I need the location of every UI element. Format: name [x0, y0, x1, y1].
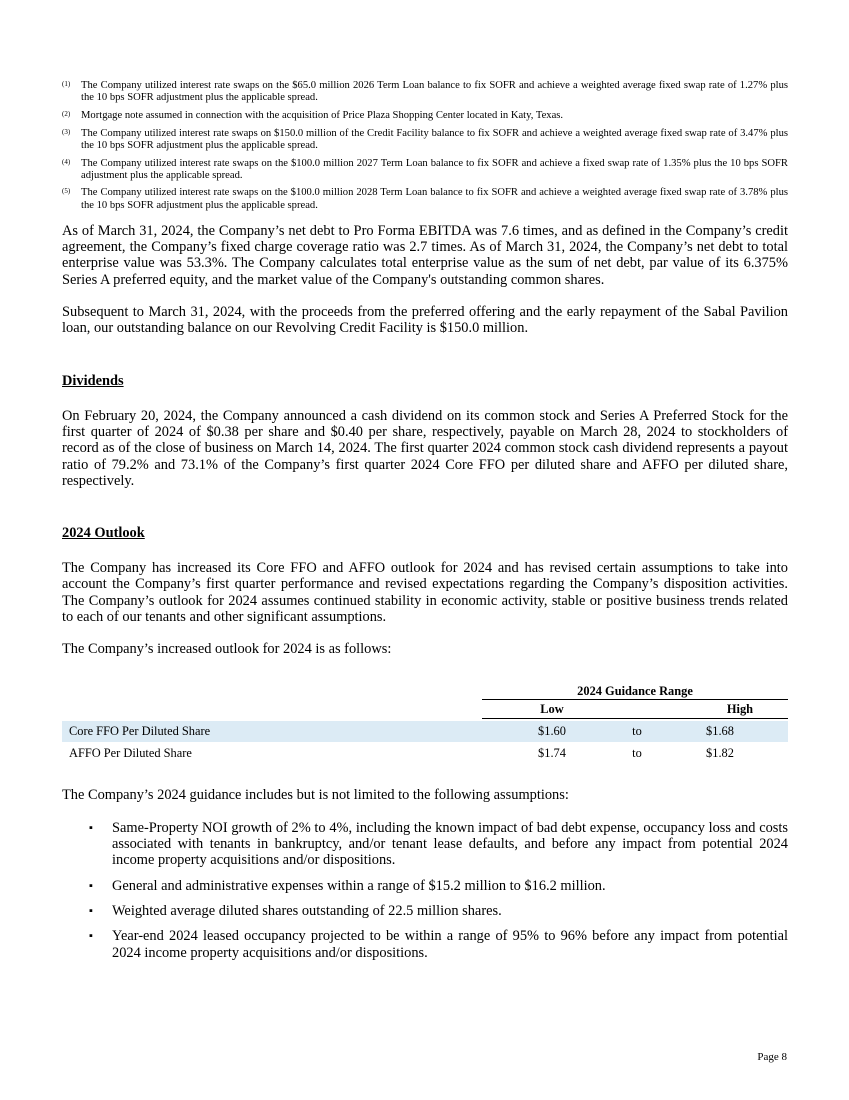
footnote-marker: (2)	[62, 109, 71, 118]
footnote-marker: (1)	[62, 80, 71, 88]
table-row	[62, 743, 788, 764]
footnote-marker: (5)	[62, 187, 71, 196]
footnote-text: The Company utilized interest rate swaps on the $100.0 million 2028 Term Loan balance to fix SOFR and achieve a weighted average fixed swap rate of 3.78% plus the 10 bps SOFR adjustment plus the applicable spread.	[81, 187, 788, 211]
table-row	[62, 721, 788, 742]
list-item-text: Same-Property NOI growth of 2% to 4%, including the known impact of bad debt expense, occupancy loss and costs associated with tenants in bankruptcy, and/or tenant lease defaults, and before any impact from potential 2024 income property acquisitions and/or dispositions.	[112, 819, 788, 869]
low-value: $1.60	[538, 723, 566, 738]
footnote-text: The Company utilized interest rate swaps on the $65.0 million 2026 Term Loan balance to fix SOFR and achieve a weighted average fixed swap rate of 1.27% plus the 10 bps SOFR adjustment plus the applicable spread.	[81, 80, 788, 104]
dividends-paragraph: On February 20, 2024, the Company announced a cash dividend on its common stock and Series A Preferred Stock for the first quarter of 2024 of $0.38 per share and $0.40 per share, respectively, payable on March 28, 2024 to stockholders of record as of the close of business on March 14, 2024. The first quarter 2024 common stock cash dividend represents a payout ratio of 79.2% and 73.1% of the Company’s first quarter 2024 Core FFO per diluted share and AFFO per diluted share, respectively.	[62, 407, 788, 489]
subsequent-paragraph: Subsequent to March 31, 2024, with the proceeds from the preferred offering and the early repayment of the Sabal Pavilion loan, our outstanding balance on our Revolving Credit Facility is $150.0 million.	[62, 304, 788, 337]
footnote-text: Mortgage note assumed in connection with the acquisition of Price Plaza Shopping Center located in Katy, Texas.	[81, 109, 564, 121]
footnote-text: The Company utilized interest rate swaps on $150.0 million of the Credit Facility balance to fix SOFR and achieve a weighted average fixed swap rate of 3.47% plus the 10 bps SOFR adjustment plus the applicable spread.	[81, 127, 788, 151]
guidance-table-header	[482, 702, 788, 719]
document-page	[62, 80, 788, 970]
row-label: AFFO Per Diluted Share	[69, 745, 192, 760]
list-item-text: General and administrative expenses within a range of $15.2 million to $16.2 million.	[112, 877, 606, 894]
range-separator: to	[632, 745, 642, 760]
footnote	[62, 187, 788, 211]
list-item-text: Weighted average diluted shares outstanding of 22.5 million shares.	[112, 903, 502, 920]
footnote	[62, 128, 788, 152]
bullet-icon: ▪	[89, 930, 93, 943]
high-value: $1.82	[706, 745, 734, 760]
bullet-icon: ▪	[89, 905, 93, 918]
footnote	[62, 80, 788, 104]
outlook-paragraph: The Company has increased its Core FFO and AFFO outlook for 2024 and has revised certain assumptions to take into account the Company’s first quarter performance and revised expectations regarding the Company’s disposition activities. The Company’s outlook for 2024 assumes continued stability in economic activity, stable or positive business trends related to each of our tenants and other significant assumptions.	[62, 560, 788, 625]
guidance-table	[62, 683, 788, 767]
range-separator: to	[632, 723, 642, 738]
guidance-table-title: 2024 Guidance Range	[482, 683, 788, 700]
list-item-text: Year-end 2024 leased occupancy projected to be within a range of 95% to 96% before any impact from potential 2024 income property acquisitions and/or dispositions.	[112, 928, 788, 961]
list-item	[62, 903, 788, 919]
footnotes	[62, 80, 788, 212]
row-label: Core FFO Per Diluted Share	[69, 723, 211, 738]
footnote-marker: (4)	[62, 157, 71, 166]
page-number: Page 8	[757, 1051, 787, 1063]
footnote	[62, 110, 788, 122]
assumptions-list	[62, 820, 788, 961]
list-item	[62, 820, 788, 869]
dividends-heading: Dividends	[62, 372, 124, 389]
outlook-intro: The Company’s increased outlook for 2024 is as follows:	[62, 641, 392, 658]
footnote	[62, 158, 788, 182]
net-debt-paragraph: As of March 31, 2024, the Company’s net debt to Pro Forma EBITDA was 7.6 times, and as defined in the Company’s credit agreement, the Company’s fixed charge coverage ratio was 2.7 times. As of March 31, 2024, the Company’s net debt to total enterprise value was 53.3%. The Company calculates total enterprise value as the sum of net debt, par value of its 6.375% Series A preferred equity, and the market value of the Company's outstanding common shares.	[62, 222, 788, 288]
list-item	[62, 878, 788, 894]
footnote-text: The Company utilized interest rate swaps on the $100.0 million 2027 Term Loan balance to fix SOFR and achieve a fixed swap rate of 1.35% plus the 10 bps SOFR adjustment plus the applicable spread.	[81, 157, 788, 181]
column-low: Low	[540, 701, 564, 716]
column-high: High	[726, 701, 754, 716]
guidance-intro: The Company’s 2024 guidance includes but is not limited to the following assumptions:	[62, 786, 569, 803]
low-value: $1.74	[538, 745, 566, 760]
bullet-icon: ▪	[89, 821, 93, 834]
list-item	[62, 928, 788, 961]
outlook-heading: 2024 Outlook	[62, 525, 145, 542]
high-value: $1.68	[706, 723, 734, 738]
footnote-marker: (3)	[62, 127, 71, 136]
bullet-icon: ▪	[89, 879, 93, 892]
